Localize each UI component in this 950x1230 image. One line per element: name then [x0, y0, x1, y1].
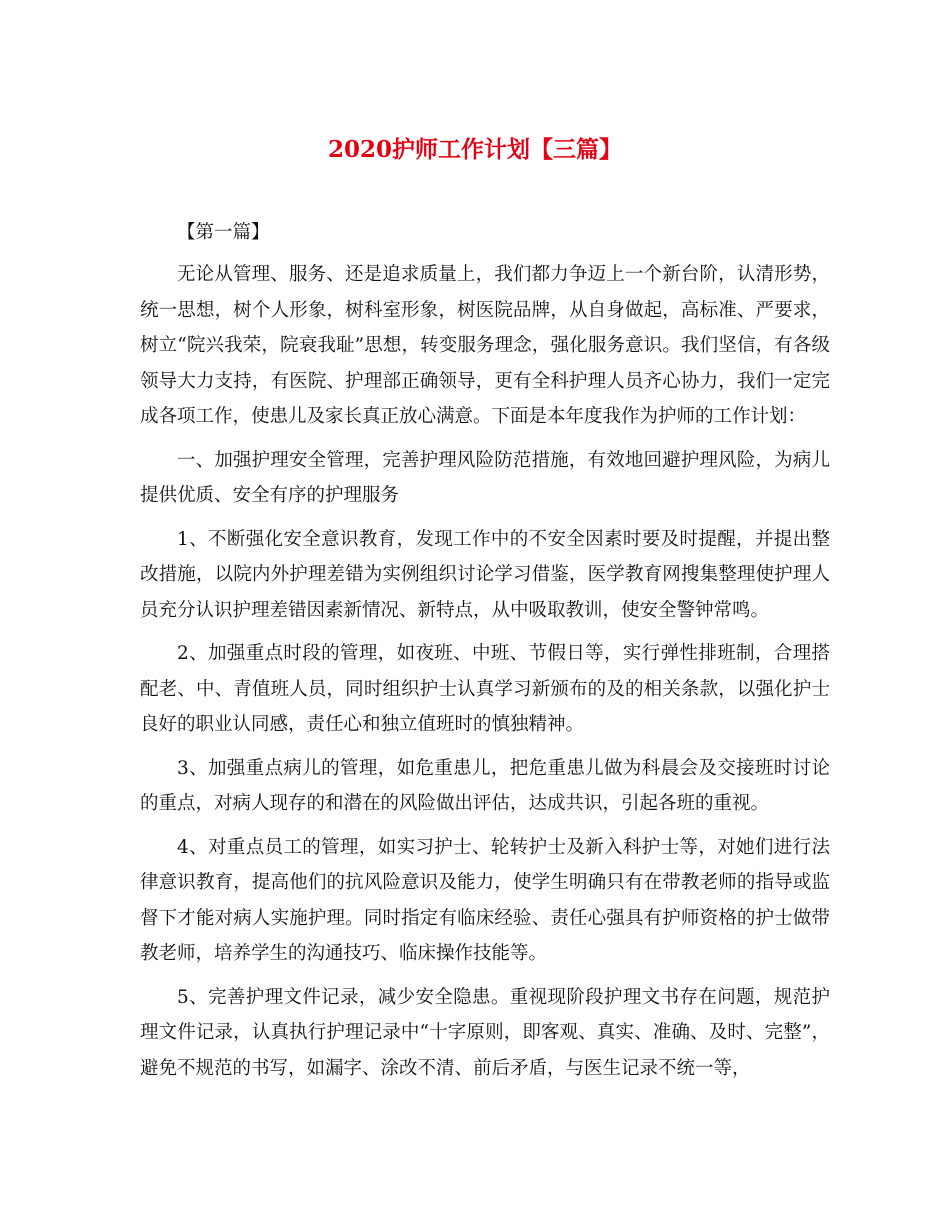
document-title: 2020护师工作计划【三篇】	[327, 136, 622, 163]
paragraph-item-2: 2、加强重点时段的管理，如夜班、中班、节假日等，实行弹性排班制，合理搭配老、中、青值班人员，同时组织护士认真学习新颁布的及的相关条款，以强化护士良好的职业认同感，责任心和独立值班时的慎独精神。	[140, 643, 830, 735]
paragraph-heading-1: 一、加强护理安全管理，完善护理风险防范措施，有效地回避护理风险，为病儿提供优质、安全有序的护理服务	[140, 449, 830, 506]
section-heading: 【第一篇】	[177, 222, 270, 243]
paragraph-item-1: 1、不断强化安全意识教育，发现工作中的不安全因素时要及时提醒，并提出整改措施，以院内外护理差错为实例组织讨论学习借鉴，医学教育网搜集整理使护理人员充分认识护理差错因素新情况、新特点，从中吸取教训，使安全警钟常鸣。	[140, 528, 830, 621]
document-body	[140, 217, 830, 1094]
paragraph-item-5: 5、完善护理文件记录，减少安全隐患。重视现阶段护理文书存在问题，规范护理文件记录，认真执行护理记录中“十字原则，即客观、真实、准确、及时、完整”，避免不规范的书写，如漏字、涂改不清、前后矛盾，与医生记录不统一等，	[140, 986, 830, 1079]
paragraph-item-3: 3、加强重点病儿的管理，如危重患儿，把危重患儿做为科晨会及交接班时讨论的重点，对病人现存的和潜在的风险做出评估，达成共识，引起各班的重视。	[140, 757, 830, 814]
paragraph-intro: 无论从管理、服务、还是追求质量上，我们都力争迈上一个新台阶，认清形势，统一思想，树个人形象，树科室形象，树医院品牌，从自身做起，高标准、严要求，树立“院兴我荣，院衰我耻”思想，转变服务理念，强化服务意识。我们坚信，有各级领导大力支持，有医院、护理部正确领导，更有全科护理人员齐心协力，我们一定完成各项工作，使患儿及家长真正放心满意。下面是本年度我作为护师的工作计划：	[140, 264, 830, 427]
paragraph-item-4: 4、对重点员工的管理，如实习护士、轮转护士及新入科护士等，对她们进行法律意识教育，提高他们的抗风险意识及能力，使学生明确只有在带教老师的指导或监督下才能对病人实施护理。同时指定有临床经验、责任心强具有护师资格的护士做带教老师，培养学生的沟通技巧、临床操作技能等。	[140, 836, 830, 964]
